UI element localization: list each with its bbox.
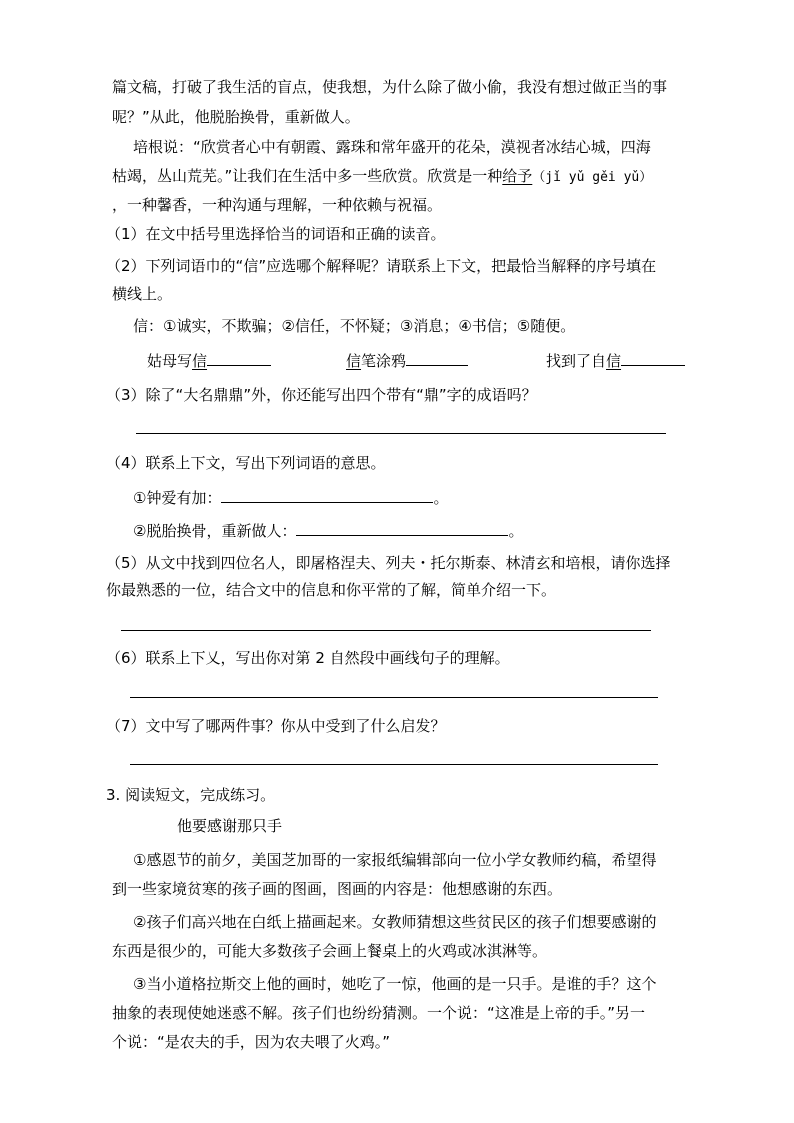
passage-line: [112, 166, 652, 188]
question-4: （4）联系上下文，写出下列词语的意思。: [106, 454, 386, 472]
answer-blank[interactable]: [221, 487, 433, 503]
q4-item-b: ②脱胎换骨，重新做人： 。: [133, 522, 524, 540]
article-title: 他要感谢那只手: [177, 817, 283, 835]
q2-options: 信：①诚实，不欺骗；②信任，不怀疑；③消息；④书信；⑤随便。: [133, 317, 576, 335]
underlined-word: 给予: [502, 167, 533, 185]
answer-line[interactable]: [130, 697, 658, 698]
q2-item-3: 找到了自信: [546, 350, 685, 371]
question-7: （7）文中写了哪两件事？你从中受到了什么启发？: [106, 717, 446, 735]
question-2-cont: 横线上。: [112, 285, 173, 303]
answer-line[interactable]: [121, 630, 651, 631]
question-1: （1）在文中括号里选择恰当的词语和正确的读音。: [106, 225, 446, 243]
passage-line: ，一种馨香，一种沟通与理解，一种依赖与祝福。: [112, 196, 443, 214]
section-heading: 3. 阅读短文，完成练习。: [106, 786, 276, 804]
article-line: 到一些家境贫寒的孩子画的图画，图画的内容是：他想感谢的东西。: [112, 880, 563, 898]
article-line: ②孩子们高兴地在白纸上描画起来。女教师猜想这些贫民区的孩子们想要感谢的: [133, 913, 657, 931]
passage-line: 呢？”从此，他脱胎换骨，重新做人。: [112, 108, 360, 126]
q2-item-2: 信笔涂鸦: [346, 350, 468, 371]
question-5-cont: 你最熟悉的一位，结合文中的信息和你平常的了解，简单介绍一下。: [106, 581, 557, 599]
question-2: （2）下列词语巾的“信”应选哪个解释呢？请联系上下文，把最恰当解释的序号填在: [106, 257, 657, 275]
question-3: （3）除了“大名鼎鼎”外，你还能写出四个带有“鼎”字的成语吗？: [106, 386, 537, 404]
pinyin-choice: （jǐ yǔ gěi yǔ）: [532, 170, 653, 185]
answer-blank[interactable]: [296, 520, 508, 536]
question-5: （5）从文中找到四位名人，即屠格涅夫、列夫・托尔斯泰、林清玄和培根，请你选择: [106, 554, 671, 572]
passage-text: 枯竭，丛山荒芜。”让我们在生活中多一些欣赏。欣赏是一种: [112, 167, 503, 185]
article-line: 抽象的表现使她迷惑不解。孩子们也纷纷猜测。一个说：“这准是上帝的手。”另一: [112, 1004, 646, 1022]
underlined-word: 信: [192, 352, 208, 370]
underlined-word: 信: [606, 352, 622, 370]
article-line: 个说：“是农夫的手，因为农夫喂了火鸡。”: [112, 1033, 391, 1051]
answer-line[interactable]: [130, 764, 658, 765]
answer-line[interactable]: [136, 433, 666, 434]
underlined-word: 信: [346, 352, 362, 370]
article-line: ③当小道格拉斯交上他的画时，她吃了一惊，他画的是一只手。是谁的手？这个: [133, 975, 657, 993]
answer-blank[interactable]: [406, 350, 468, 366]
answer-blank[interactable]: [621, 350, 685, 366]
question-6: （6）联系上下乂，写出你对第 2 自然段中画线句子的理解。: [106, 649, 510, 667]
q2-item-1: 姑母写信: [147, 350, 271, 371]
answer-blank[interactable]: [207, 350, 271, 366]
passage-line: 培根说：“欣赏者心中有朝霞、露珠和常年盛开的花朵，漠视者冰结心城，四海: [133, 138, 651, 156]
q4-item-a: ①钟爱有加： 。: [133, 489, 449, 507]
article-line: 东西是很少的，可能大多数孩子会画上餐桌上的火鸡或冰淇淋等。: [112, 942, 548, 960]
passage-line: 篇文稿，打破了我生活的盲点，使我想，为什么除了做小偷，我没有想过做正当的事: [112, 78, 668, 96]
article-line: ①感恩节的前夕，美国芝加哥的一家报纸编辑部向一位小学女教师约稿，希望得: [133, 851, 657, 869]
